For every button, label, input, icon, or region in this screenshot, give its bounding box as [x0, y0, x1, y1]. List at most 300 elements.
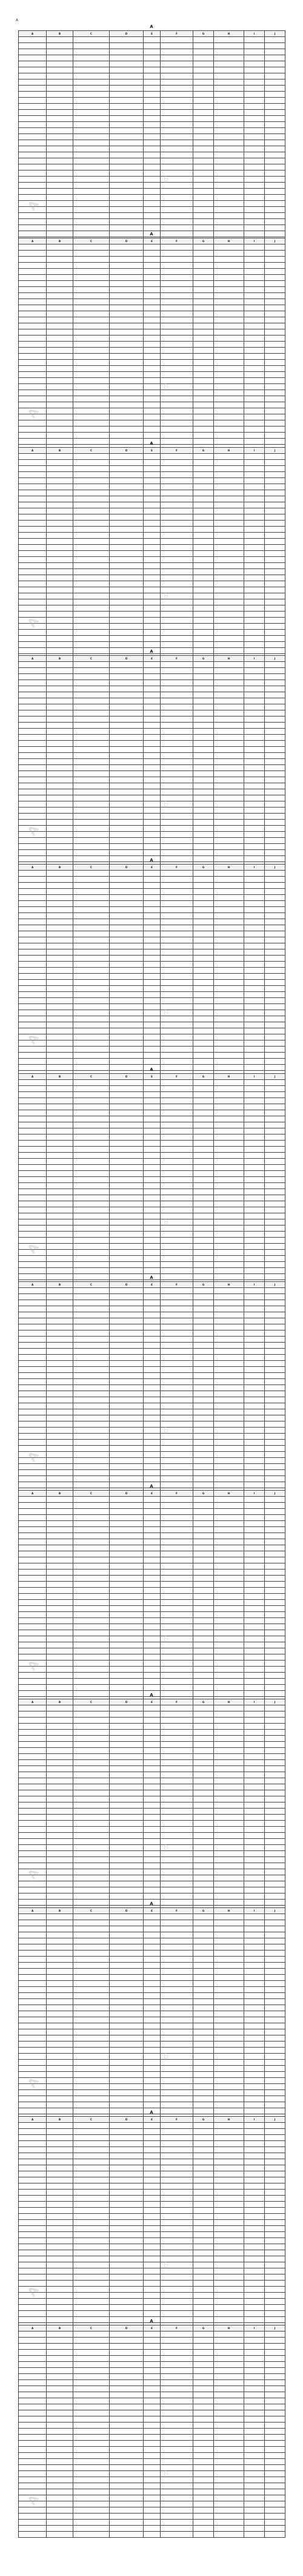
table-cell	[244, 110, 265, 116]
table-cell	[244, 533, 265, 539]
table-cell	[161, 1409, 193, 1415]
table-cell	[244, 348, 265, 354]
table-cell	[161, 1171, 193, 1177]
table-cell	[47, 1244, 73, 1250]
table-cell	[244, 735, 265, 741]
table-cell	[265, 360, 285, 366]
table-cell	[110, 122, 144, 128]
table-cell	[144, 1409, 161, 1415]
table-cell	[19, 907, 47, 913]
table-cell	[244, 1624, 265, 1630]
table-cell	[73, 698, 110, 704]
table-cell	[161, 2262, 193, 2268]
table-cell	[110, 1845, 144, 1851]
watermark-secondary: B	[164, 1426, 169, 1434]
table-cell	[193, 2293, 214, 2299]
table-cell	[47, 2147, 73, 2153]
table-cell	[144, 593, 161, 599]
table-cell	[214, 1576, 244, 1582]
table-cell	[47, 1434, 73, 1440]
table-cell	[214, 1098, 244, 1104]
table-cell	[265, 2274, 285, 2281]
table-cell	[244, 593, 265, 599]
table-row	[19, 1397, 285, 1403]
table-cell	[73, 2238, 110, 2244]
table-cell	[161, 2332, 193, 2338]
table-cell	[244, 698, 265, 704]
table-cell	[193, 771, 214, 777]
table-row	[19, 1869, 285, 1875]
table-cell	[73, 1098, 110, 1104]
table-cell	[19, 1685, 47, 1691]
table-cell	[73, 2398, 110, 2404]
column-header: D	[110, 2325, 144, 2332]
table-cell	[244, 668, 265, 674]
table-cell	[73, 1642, 110, 1648]
table-cell	[110, 1004, 144, 1010]
table-cell	[214, 140, 244, 146]
table-cell	[265, 686, 285, 692]
table-cell	[193, 484, 214, 490]
table-cell	[19, 164, 47, 170]
table-row	[19, 723, 285, 729]
table-cell	[47, 1969, 73, 1975]
table-cell	[244, 2374, 265, 2380]
table-cell	[19, 1373, 47, 1379]
table-cell	[144, 2048, 161, 2054]
table-cell	[193, 569, 214, 575]
table-cell	[47, 61, 73, 67]
table-cell	[265, 1306, 285, 1312]
table-cell	[265, 2023, 285, 2029]
table-cell	[47, 1403, 73, 1409]
table-cell	[265, 305, 285, 311]
table-cell	[19, 1446, 47, 1452]
table-cell	[244, 1851, 265, 1857]
table-cell	[265, 2048, 285, 2054]
table-cell	[265, 2429, 285, 2435]
table-cell	[19, 37, 47, 43]
table-cell	[161, 1028, 193, 1034]
table-row	[19, 1159, 285, 1165]
table-cell	[73, 937, 110, 943]
table-cell	[265, 2305, 285, 2311]
table-cell	[193, 1839, 214, 1845]
table-cell	[265, 1736, 285, 1742]
table-row	[19, 2256, 285, 2262]
table-cell	[265, 2495, 285, 2501]
table-cell	[244, 2344, 265, 2350]
table-cell	[193, 1421, 214, 1428]
table-row	[19, 1330, 285, 1337]
column-header: D	[110, 1699, 144, 1705]
table-cell	[193, 1975, 214, 1981]
table-cell	[144, 1863, 161, 1869]
table-cell	[193, 521, 214, 527]
table-cell	[47, 1355, 73, 1361]
table-cell	[193, 937, 214, 943]
table-cell	[244, 1213, 265, 1219]
table-cell	[19, 2078, 47, 2084]
table-cell	[265, 1705, 285, 1711]
table-cell	[161, 2078, 193, 2084]
table-cell	[19, 1434, 47, 1440]
table-cell	[19, 949, 47, 956]
column-header: E	[144, 865, 161, 871]
table-cell	[47, 1778, 73, 1784]
table-cell	[161, 408, 193, 414]
table-cell	[19, 871, 47, 877]
table-cell	[265, 1661, 285, 1667]
table-cell	[47, 2244, 73, 2250]
table-cell	[214, 1104, 244, 1110]
table-row	[19, 2123, 285, 2129]
table-cell	[244, 1391, 265, 1397]
table-cell	[193, 1570, 214, 1576]
table-cell	[244, 1053, 265, 1059]
table-cell	[161, 2368, 193, 2374]
table-cell	[214, 1434, 244, 1440]
table-cell	[214, 557, 244, 563]
table-cell	[144, 968, 161, 974]
table-cell	[265, 2526, 285, 2532]
table-cell	[244, 1533, 265, 1539]
table-cell	[244, 2293, 265, 2299]
table-cell	[144, 1857, 161, 1863]
table-row	[19, 2287, 285, 2293]
table-cell	[73, 1476, 110, 1482]
table-cell	[19, 1667, 47, 1673]
table-cell	[193, 1476, 214, 1482]
table-cell	[161, 1920, 193, 1926]
table-cell	[214, 2350, 244, 2356]
table-cell	[265, 1213, 285, 1219]
table-cell	[244, 1685, 265, 1691]
table-cell	[47, 372, 73, 378]
table-cell	[19, 1539, 47, 1545]
table-cell	[193, 2256, 214, 2262]
table-cell	[19, 116, 47, 122]
table-cell	[193, 1116, 214, 1122]
table-cell	[19, 1802, 47, 1809]
table-cell	[265, 1772, 285, 1778]
table-cell	[214, 2299, 244, 2305]
table-cell	[265, 1938, 285, 1944]
watermark: A	[24, 2492, 42, 2508]
table-cell	[110, 1385, 144, 1391]
table-cell	[144, 2078, 161, 2084]
table-cell	[214, 2017, 244, 2023]
table-cell	[144, 2477, 161, 2483]
table-cell	[193, 2380, 214, 2386]
column-header: A	[19, 2325, 47, 2332]
table-cell	[161, 2147, 193, 2153]
table-cell	[144, 146, 161, 152]
table-row	[19, 2250, 285, 2256]
table-row	[19, 2274, 285, 2281]
table-cell	[47, 795, 73, 801]
table-cell	[110, 116, 144, 122]
table-cell	[19, 257, 47, 263]
table-cell	[110, 2392, 144, 2398]
table-cell	[265, 366, 285, 372]
table-cell	[161, 1784, 193, 1790]
table-cell	[47, 877, 73, 883]
table-cell	[19, 2232, 47, 2238]
table-cell	[193, 269, 214, 275]
table-cell	[73, 1207, 110, 1213]
table-cell	[244, 1833, 265, 1839]
table-row	[19, 460, 285, 466]
table-cell	[161, 2477, 193, 2483]
table-cell	[214, 771, 244, 777]
table-row	[19, 1839, 285, 1845]
table-cell	[161, 257, 193, 263]
table-cell	[110, 1588, 144, 1594]
table-cell	[244, 2514, 265, 2520]
table-cell	[244, 2177, 265, 2183]
table-cell	[19, 1165, 47, 1171]
table-cell	[47, 1914, 73, 1920]
table-cell	[244, 2220, 265, 2226]
table-row	[19, 2196, 285, 2202]
table-cell	[110, 1022, 144, 1028]
table-cell	[244, 545, 265, 551]
table-cell	[214, 2171, 244, 2177]
table-cell	[144, 1159, 161, 1165]
table-cell	[193, 1563, 214, 1570]
table-cell	[110, 2190, 144, 2196]
table-cell	[161, 2386, 193, 2392]
table-cell	[161, 508, 193, 514]
table-cell	[244, 1809, 265, 1815]
table-cell	[19, 61, 47, 67]
table-cell	[161, 599, 193, 605]
table-cell	[244, 2368, 265, 2374]
table-cell	[193, 612, 214, 618]
table-cell	[73, 992, 110, 998]
table-cell	[19, 140, 47, 146]
table-cell	[110, 1177, 144, 1183]
table-cell	[265, 1349, 285, 1355]
column-header: B	[47, 1282, 73, 1288]
table-cell	[265, 2262, 285, 2268]
table-cell	[244, 2096, 265, 2102]
table-cell	[193, 1330, 214, 1337]
table-cell	[161, 2398, 193, 2404]
table-cell	[244, 2507, 265, 2514]
table-cell	[19, 1497, 47, 1503]
table-cell	[193, 2066, 214, 2072]
table-cell	[214, 466, 244, 472]
table-cell	[47, 1630, 73, 1636]
watermark: A	[24, 614, 42, 630]
table-cell	[47, 1476, 73, 1482]
table-cell	[47, 1183, 73, 1189]
table-cell	[214, 551, 244, 557]
table-cell	[214, 1343, 244, 1349]
table-cell	[110, 1754, 144, 1760]
table-cell	[193, 662, 214, 668]
table-cell	[214, 2244, 244, 2250]
table-cell	[161, 189, 193, 195]
watermark-secondary: B	[164, 1218, 169, 1226]
table-cell	[161, 1159, 193, 1165]
table-cell	[193, 1993, 214, 1999]
table-cell	[19, 2190, 47, 2196]
table-cell	[19, 1464, 47, 1470]
table-cell	[110, 478, 144, 484]
table-row	[19, 1833, 285, 1839]
table-cell	[144, 2495, 161, 2501]
table-cell	[265, 1839, 285, 1845]
table-cell	[214, 305, 244, 311]
table-cell	[73, 1748, 110, 1754]
table-cell	[214, 1128, 244, 1135]
table-cell	[161, 207, 193, 213]
table-cell	[19, 710, 47, 716]
table-cell	[19, 55, 47, 61]
table-cell	[47, 335, 73, 342]
table-cell	[161, 1521, 193, 1527]
table-row	[19, 2035, 285, 2042]
table-cell	[265, 61, 285, 67]
table-cell	[19, 514, 47, 521]
table-cell	[110, 43, 144, 49]
table-cell	[144, 704, 161, 710]
table-cell	[244, 1306, 265, 1312]
table-row	[19, 1557, 285, 1563]
table-cell	[244, 1778, 265, 1784]
table-cell	[161, 1047, 193, 1053]
table-cell	[110, 2368, 144, 2374]
table-cell	[161, 2084, 193, 2090]
table-cell	[193, 1434, 214, 1440]
table-cell	[193, 2096, 214, 2102]
table-cell	[73, 913, 110, 919]
table-cell	[19, 1796, 47, 1802]
column-header: A	[19, 31, 47, 37]
table-cell	[47, 1920, 73, 1926]
table-row	[19, 1262, 285, 1268]
table-row	[19, 814, 285, 820]
table-cell	[110, 1570, 144, 1576]
table-cell	[193, 1938, 214, 1944]
table-row	[19, 1059, 285, 1065]
table-row	[19, 2435, 285, 2441]
table-cell	[144, 1851, 161, 1857]
table-row	[19, 1409, 285, 1415]
table-cell	[144, 1509, 161, 1515]
table-cell	[161, 390, 193, 396]
table-cell	[144, 907, 161, 913]
table-cell	[244, 1421, 265, 1428]
table-cell	[193, 195, 214, 201]
table-cell	[161, 342, 193, 348]
table-cell	[73, 396, 110, 402]
table-cell	[244, 1521, 265, 1527]
table-cell	[47, 73, 73, 79]
table-cell	[73, 692, 110, 698]
table-cell	[244, 636, 265, 642]
table-cell	[144, 2362, 161, 2368]
table-cell	[161, 1730, 193, 1736]
table-cell	[110, 1053, 144, 1059]
table-cell	[144, 1802, 161, 1809]
table-cell	[161, 704, 193, 710]
table-cell	[73, 998, 110, 1004]
table-cell	[110, 895, 144, 901]
table-cell	[265, 998, 285, 1004]
table-header-row	[19, 1908, 285, 1914]
table-cell	[244, 569, 265, 575]
table-cell	[214, 1600, 244, 1606]
table-cell	[73, 1711, 110, 1718]
table-cell	[214, 2532, 244, 2538]
column-header: G	[193, 1699, 214, 1705]
table-cell	[193, 1533, 214, 1539]
table-cell	[193, 949, 214, 956]
table-cell	[110, 146, 144, 152]
table-cell	[19, 2477, 47, 2483]
table-cell	[73, 2380, 110, 2386]
table-cell	[110, 2141, 144, 2147]
table-cell	[110, 1135, 144, 1141]
table-cell	[161, 642, 193, 648]
table-cell	[47, 551, 73, 557]
table-cell	[161, 2159, 193, 2165]
table-cell	[265, 1654, 285, 1661]
table-cell	[193, 1110, 214, 1116]
document-page	[18, 2318, 285, 2538]
table-cell	[265, 1944, 285, 1951]
table-cell	[73, 420, 110, 427]
table-cell	[193, 1016, 214, 1022]
table-cell	[214, 581, 244, 587]
table-cell	[73, 1004, 110, 1010]
table-cell	[47, 2090, 73, 2096]
table-cell	[47, 1409, 73, 1415]
table-cell	[244, 354, 265, 360]
table-cell	[73, 1515, 110, 1521]
table-cell	[214, 1563, 244, 1570]
table-cell	[110, 1010, 144, 1016]
table-cell	[73, 390, 110, 396]
table-cell	[47, 1600, 73, 1606]
table-cell	[73, 2447, 110, 2453]
table-cell	[214, 2386, 244, 2392]
table-cell	[144, 949, 161, 956]
table-cell	[110, 207, 144, 213]
table-cell	[73, 1232, 110, 1238]
table-cell	[73, 1938, 110, 1944]
table-cell	[244, 360, 265, 366]
table-row	[19, 2532, 285, 2538]
table-cell	[214, 2287, 244, 2293]
table-cell	[47, 2483, 73, 2489]
table-cell	[47, 605, 73, 612]
table-cell	[144, 1642, 161, 1648]
table-cell	[161, 43, 193, 49]
table-cell	[73, 563, 110, 569]
table-cell	[144, 871, 161, 877]
table-cell	[161, 545, 193, 551]
table-cell	[19, 1705, 47, 1711]
table-cell	[161, 170, 193, 177]
table-cell	[244, 170, 265, 177]
column-header: D	[110, 31, 144, 37]
table-cell	[47, 1557, 73, 1563]
